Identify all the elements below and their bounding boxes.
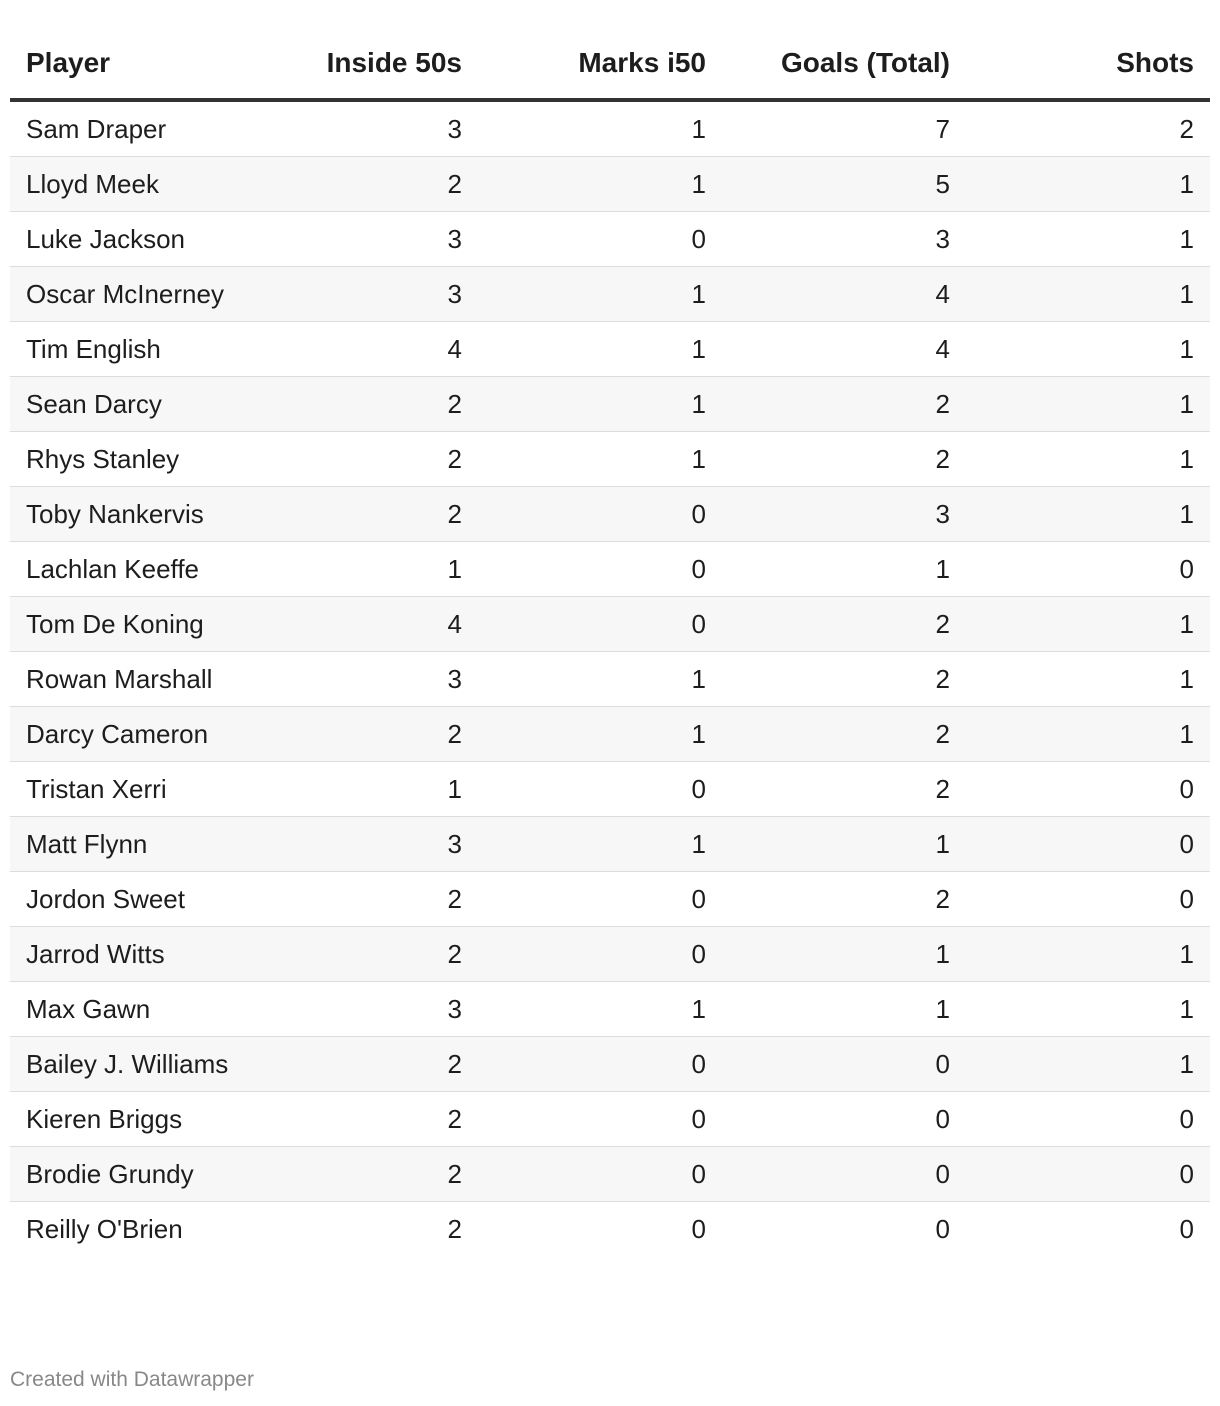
cell-marks-i50: 0	[691, 1214, 706, 1244]
table-row	[10, 927, 1210, 982]
cell-goals-total: 5	[722, 157, 966, 212]
cell-shots: 0	[966, 1092, 1210, 1147]
table-row	[10, 432, 1210, 487]
cell-player: Brodie Grundy	[10, 1147, 300, 1202]
cell-shots: 1	[966, 487, 1210, 542]
cell-player: Luke Jackson	[10, 212, 300, 267]
cell-inside-50s: 4	[300, 322, 478, 377]
cell-inside-50s: 3	[300, 100, 478, 157]
column-header-goals-total[interactable]: Goals (Total)	[722, 28, 966, 100]
cell-inside-50s: 3	[300, 652, 478, 707]
cell-inside-50s: 3	[300, 982, 478, 1037]
table-row	[10, 157, 1210, 212]
cell-player: Jordon Sweet	[10, 872, 300, 927]
cell-goals-total: 7	[722, 100, 966, 157]
cell-marks-i50: 1	[478, 432, 722, 487]
cell-inside-50s: 2	[300, 432, 478, 487]
cell-shots: 1	[966, 432, 1210, 487]
cell-goals-total: 2	[722, 432, 966, 487]
cell-goals-total: 2	[722, 872, 966, 927]
cell-goals-total: 3	[722, 487, 966, 542]
cell-marks-i50: 1	[478, 267, 722, 322]
cell-shots: 0	[966, 817, 1210, 872]
cell-inside-50s: 1	[300, 762, 478, 817]
table-row	[10, 487, 1210, 542]
cell-inside-50s: 3	[300, 212, 478, 267]
cell-marks-i50: 0	[478, 542, 722, 597]
cell-marks-i50: 1	[478, 100, 722, 157]
cell-inside-50s: 4	[300, 597, 478, 652]
cell-shots: 1	[966, 982, 1210, 1037]
cell-player: Tristan Xerri	[10, 762, 300, 817]
cell-player: Max Gawn	[10, 982, 300, 1037]
cell-marks-i50: 1	[478, 157, 722, 212]
cell-inside-50s: 2	[300, 157, 478, 212]
cell-inside-50s: 2	[300, 1147, 478, 1202]
cell-marks-i50: 0	[478, 1037, 722, 1092]
cell-shots: 1	[966, 212, 1210, 267]
cell-player: Oscar McInerney	[10, 267, 300, 322]
table-row	[10, 542, 1210, 597]
cell-shots: 1	[966, 652, 1210, 707]
cell-goals-total: 4	[722, 267, 966, 322]
cell-player: Tim English	[10, 322, 300, 377]
cell-inside-50s: 2	[300, 872, 478, 927]
cell-player: Jarrod Witts	[10, 927, 300, 982]
cell-player: Lloyd Meek	[10, 157, 300, 212]
cell-goals-total: 0	[935, 1214, 950, 1244]
player-stats-table	[10, 28, 1210, 1256]
cell-shots: 0	[966, 872, 1210, 927]
table-row	[10, 1037, 1210, 1092]
cell-inside-50s: 2	[300, 707, 478, 762]
cell-marks-i50: 0	[478, 487, 722, 542]
cell-shots: 1	[966, 377, 1210, 432]
cell-player: Darcy Cameron	[10, 707, 300, 762]
table-row	[10, 652, 1210, 707]
table-row	[10, 1092, 1210, 1147]
table-row	[10, 762, 1210, 817]
cell-goals-total: 0	[722, 1147, 966, 1202]
cell-shots: 1	[966, 707, 1210, 762]
cell-player: Rowan Marshall	[10, 652, 300, 707]
cell-player: Sean Darcy	[10, 377, 300, 432]
cell-goals-total: 1	[722, 927, 966, 982]
cell-inside-50s: 2	[300, 487, 478, 542]
cell-inside-50s: 2	[300, 377, 478, 432]
cell-goals-total: 0	[722, 1092, 966, 1147]
table-row	[10, 267, 1210, 322]
table-row	[10, 597, 1210, 652]
column-header-shots[interactable]: Shots	[966, 28, 1210, 100]
cell-inside-50s: 2	[300, 1092, 478, 1147]
cell-goals-total: 2	[722, 707, 966, 762]
table-row	[10, 1202, 1210, 1257]
cell-inside-50s: 2	[300, 927, 478, 982]
table-row	[10, 872, 1210, 927]
table-row	[10, 707, 1210, 762]
cell-shots: 2	[966, 100, 1210, 157]
data-table-container	[10, 28, 1210, 1256]
cell-shots: 1	[966, 1037, 1210, 1092]
table-row	[10, 982, 1210, 1037]
cell-shots: 1	[966, 322, 1210, 377]
table-row	[10, 377, 1210, 432]
cell-marks-i50: 0	[478, 597, 722, 652]
cell-player: Toby Nankervis	[10, 487, 300, 542]
cell-inside-50s: 2	[300, 1037, 478, 1092]
cell-marks-i50: 1	[478, 652, 722, 707]
cell-player: Lachlan Keeffe	[10, 542, 300, 597]
cell-inside-50s: 1	[300, 542, 478, 597]
cell-marks-i50: 0	[478, 762, 722, 817]
table-row	[10, 817, 1210, 872]
cell-player: Tom De Koning	[10, 597, 300, 652]
cell-shots: 1	[966, 927, 1210, 982]
cell-shots: 0	[966, 542, 1210, 597]
cell-shots: 1	[966, 597, 1210, 652]
cell-player: Bailey J. Williams	[10, 1037, 300, 1092]
cell-marks-i50: 1	[478, 707, 722, 762]
cell-goals-total: 2	[722, 377, 966, 432]
cell-marks-i50: 0	[478, 927, 722, 982]
cell-goals-total: 2	[722, 597, 966, 652]
cell-player: Matt Flynn	[10, 817, 300, 872]
cell-shots: 0	[1179, 1214, 1194, 1244]
column-header-marks-i50[interactable]: Marks i50	[478, 28, 722, 100]
cell-marks-i50: 0	[478, 1092, 722, 1147]
table-row	[10, 212, 1210, 267]
cell-marks-i50: 1	[478, 982, 722, 1037]
cell-inside-50s: 3	[300, 817, 478, 872]
cell-marks-i50: 0	[478, 872, 722, 927]
footer-credit: Created with Datawrapper	[10, 1368, 254, 1391]
cell-goals-total: 1	[722, 817, 966, 872]
table-row	[10, 322, 1210, 377]
column-header-inside-50s[interactable]: Inside 50s	[300, 28, 478, 100]
cell-player: Reilly O'Brien	[26, 1214, 183, 1244]
cell-player: Rhys Stanley	[10, 432, 300, 487]
cell-inside-50s: 2	[447, 1214, 462, 1244]
cell-goals-total: 2	[722, 762, 966, 817]
cell-inside-50s: 3	[300, 267, 478, 322]
cell-marks-i50: 1	[478, 817, 722, 872]
cell-goals-total: 0	[722, 1037, 966, 1092]
cell-player: Kieren Briggs	[10, 1092, 300, 1147]
cell-goals-total: 4	[722, 322, 966, 377]
cell-marks-i50: 0	[478, 1147, 722, 1202]
cell-shots: 0	[966, 762, 1210, 817]
cell-shots: 1	[966, 267, 1210, 322]
cell-player: Sam Draper	[10, 100, 300, 157]
cell-goals-total: 3	[722, 212, 966, 267]
cell-goals-total: 1	[722, 982, 966, 1037]
cell-goals-total: 1	[722, 542, 966, 597]
table-row	[10, 1147, 1210, 1202]
cell-marks-i50: 1	[478, 377, 722, 432]
cell-marks-i50: 0	[478, 212, 722, 267]
table-row	[10, 100, 1210, 157]
cell-shots: 0	[966, 1147, 1210, 1202]
column-header-player[interactable]: Player	[10, 28, 300, 100]
header-row	[10, 28, 1210, 100]
cell-shots: 1	[966, 157, 1210, 212]
cell-goals-total: 2	[722, 652, 966, 707]
table-header	[10, 28, 1210, 100]
cell-marks-i50: 1	[478, 322, 722, 377]
table-body	[10, 100, 1210, 1256]
